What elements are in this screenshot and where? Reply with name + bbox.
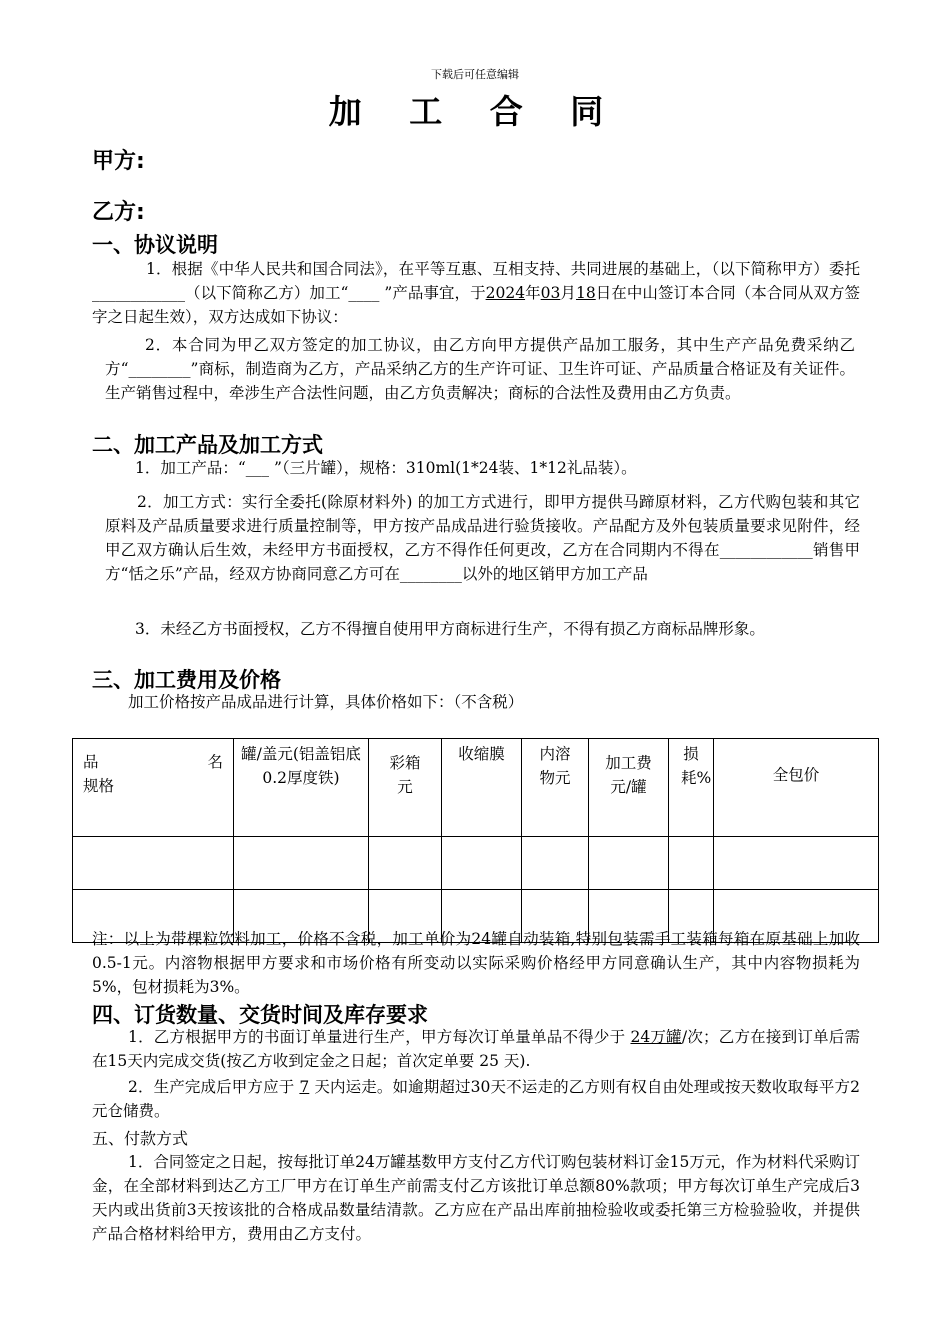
section-2-paragraph-1: 1．加工产品：“___ ”（三片罐），规格：310ml(1*24装、1*12礼品装）。 xyxy=(135,459,637,477)
table-cell xyxy=(669,837,714,890)
party-a-label: 甲方: xyxy=(92,149,145,174)
table-header-row xyxy=(73,739,879,837)
section-3-heading: 三、加工费用及价格 xyxy=(92,668,281,692)
header-content: 内溶物元 xyxy=(522,739,589,837)
section-5-paragraph-1: 1．合同签定之日起，按每批订单24万罐基数甲方支付乙方代订购包装材料订金15万元，作为材料代采购订金，在全部材料到达乙方工厂甲方在订单生产前需支付乙方该批订单总额80%款项；甲方每次订单生产完成后3天内或出货前3天按该批的合格成品数量结清款。乙方应在产品出库前抽检验收或委托第三方检验验收，并提供产品合格材料给甲方，费用由乙方支付。 xyxy=(92,1153,860,1243)
section-4-paragraph-2: 2．生产完成后甲方应于 7 天内运走。如逾期超过30天不运走的乙方则有权自由处理或按天数收取每平方2元仓储费。 xyxy=(92,1078,860,1120)
table-cell xyxy=(73,837,234,890)
section-1-heading: 一、协议说明 xyxy=(92,233,218,257)
section-5-heading: 五、付款方式 xyxy=(92,1129,189,1148)
header-shrink-film: 收缩膜 xyxy=(442,739,522,837)
table-cell xyxy=(522,837,589,890)
table-cell xyxy=(234,837,369,890)
header-processing-fee: 加工费元/罐 xyxy=(589,739,669,837)
section-3-intro: 加工价格按产品成品进行计算，具体价格如下：（不含税） xyxy=(128,693,524,711)
section-2-heading: 二、加工产品及加工方式 xyxy=(92,433,323,457)
price-table xyxy=(72,738,879,943)
party-b-label: 乙方: xyxy=(92,200,145,225)
document-title: 加 工 合 同 xyxy=(328,92,622,131)
header-product-name: 品 名 规格 xyxy=(73,739,234,837)
table-cell xyxy=(369,837,442,890)
header-total-price: 全包价 xyxy=(714,739,879,837)
table-cell xyxy=(589,837,669,890)
table-cell xyxy=(714,837,879,890)
table-cell xyxy=(442,837,522,890)
section-1-paragraph-2: 2．本合同为甲乙双方签定的加工协议，由乙方向甲方提供产品加工服务，其中生产产品免费采纳乙方“________”商标，制造商为乙方，产品采纳乙方的生产许可证、卫生许可证、产品质量合格证及有关证件。生产销售过程中，牵涉生产合法性问题，由乙方负责解决；商标的合法性及费用由乙方负责。 xyxy=(105,336,855,402)
header-color-box: 彩箱元 xyxy=(369,739,442,837)
section-2-paragraph-3: 3．未经乙方书面授权，乙方不得擅自使用甲方商标进行生产，不得有损乙方商标品牌形象。 xyxy=(135,620,765,638)
top-note: 下载后可任意编辑 xyxy=(431,68,519,81)
table-row xyxy=(73,837,879,890)
section-2-paragraph-2: 2．加工方式：实行全委托(除原材料外) 的加工方式进行，即甲方提供马蹄原材料，乙方代购包装和其它原料及产品质量要求进行质量控制等，甲方按产品成品进行验货接收。产品配方及外包装质量要求见附件，经甲乙双方确认后生效，未经甲方书面授权，乙方不得作任何更改，乙方在合同期内不得在____________销售甲方“恬之乐”产品，经双方协商同意乙方可在________以外的地区销甲方加工产品 xyxy=(105,493,860,583)
section-1-paragraph-1: 1．根据《中华人民共和国合同法》，在平等互惠、互相支持、共同进展的基础上，（以下简称甲方）委托____________（以下简称乙方）加工“____ ”产品事宜，于2024年03月18日在中山签订本合同（本合同从双方签字之日起生效），双方达成如下协议： xyxy=(92,260,860,326)
header-loss: 损耗% xyxy=(669,739,714,837)
header-can-lid: 罐/盖元(铝盖铝底0.2厚度铁) xyxy=(234,739,369,837)
section-4-paragraph-1: 1．乙方根据甲方的书面订单量进行生产，甲方每次订单量单品不得少于 24万罐/次；乙方在接到订单后需在15天内完成交货(按乙方收到定金之日起；首次定单要 25 天). xyxy=(92,1028,860,1070)
section-4-heading: 四、订货数量、交货时间及库存要求 xyxy=(92,1003,428,1027)
table-note: 注：以上为带棵粒饮料加工，价格不含税，加工单价为24罐自动装箱,特别包装需手工装箱每箱在原基础上加收0.5-1元。内溶物根据甲方要求和市场价格有所变动以实际采购价格经甲方同意确认生产，其中内容物损耗为5%，包材损耗为3%。 xyxy=(92,930,860,996)
